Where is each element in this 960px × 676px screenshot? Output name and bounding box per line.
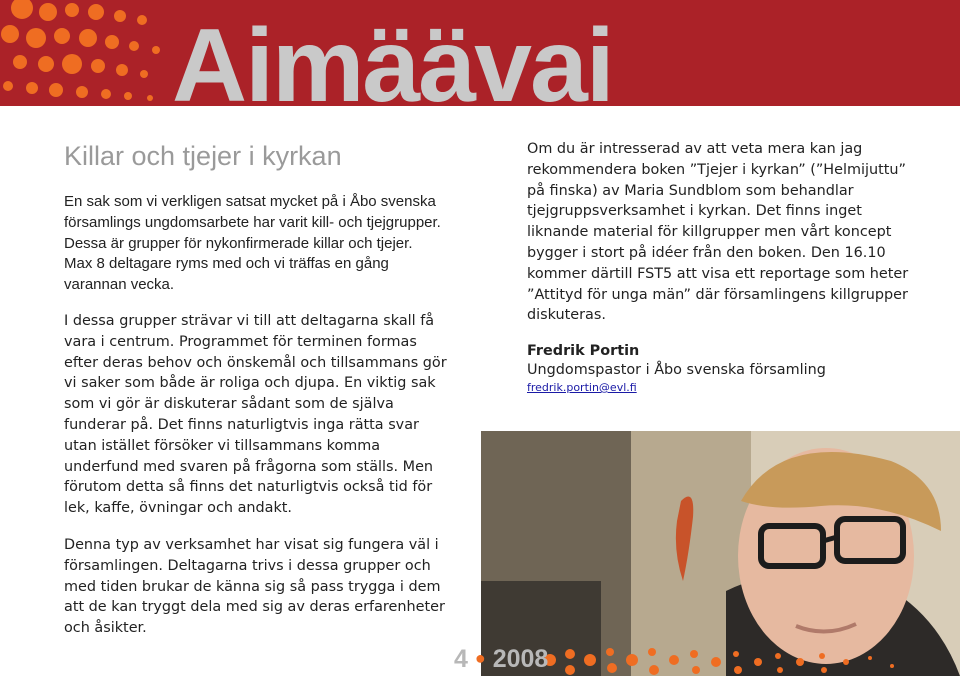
- author-signature: [527, 342, 927, 396]
- dot-pattern-logo: [0, 0, 172, 106]
- author-role: Ungdomspastor i Åbo svenska församling: [527, 362, 826, 378]
- author-email-link[interactable]: fredrik.portin@evl.fi: [527, 381, 637, 394]
- magazine-logo: Aimäävai: [172, 8, 613, 106]
- article-paragraph: I dessa grupper strävar vi till att deltagarna skall få vara i centrum. Programmet för terminen formas efter deras behov och önskemål och tillsammans gör vi saker som både är roliga och djupa. En viktig sak som vi gör är diskuterar sådant som de själva funderar på. Det finns naturligtvis inga rätta svar utan istället försöker vi tillsammans komma underfund med svaren på frågorna som ställs. Men förutom detta så finns det naturligtvis också tid för lek, kaffe, övningar och andakt.: [64, 313, 447, 517]
- article-title: Killar och tjejer i kyrkan: [64, 141, 342, 171]
- author-name: Fredrik Portin: [527, 343, 640, 359]
- issue-year: 2008: [492, 645, 549, 673]
- issue-number: [454, 645, 548, 674]
- article-paragraph: Denna typ av verksamhet har visat sig fungera väl i församlingen. Deltagarna trivs i dessa grupper och med tiden brukar de känna sig så pass trygga i dem att de kan tryggt dela med sig av deras erfarenheter och åsikter.: [64, 537, 445, 637]
- issue-separator-dot: ●: [474, 648, 486, 668]
- issue-number-value: 4: [454, 645, 468, 673]
- article-paragraph: Om du är intresserad av att veta mera kan jag rekommendera boken ”Tjejer i kyrkan” (”Helmijuttu” på finska) av Maria Sundblom som behandlar tjejgruppsverksamhet i kyrkan. Det finns inget liknande material för killgrupper men vårt koncept bygger i stort på idéer från den boken. Den 16.10 kommer därtill FST5 att visa ett reportage som heter ”Attityd för unga män” där församlingens killgrupper diskuteras.: [527, 141, 909, 324]
- masthead: [0, 0, 960, 106]
- article-paragraph: En sak som vi verkligen satsat mycket på i Åbo svenska församlings ungdomsarbete har varit kill- och tjejgrupper. Dessa är grupper för nykonfirmerade killar och tjejer. Max 8 deltagare ryms med och vi träffas en gång varannan vecka.: [64, 193, 441, 294]
- footer-dot-pattern: [540, 640, 960, 676]
